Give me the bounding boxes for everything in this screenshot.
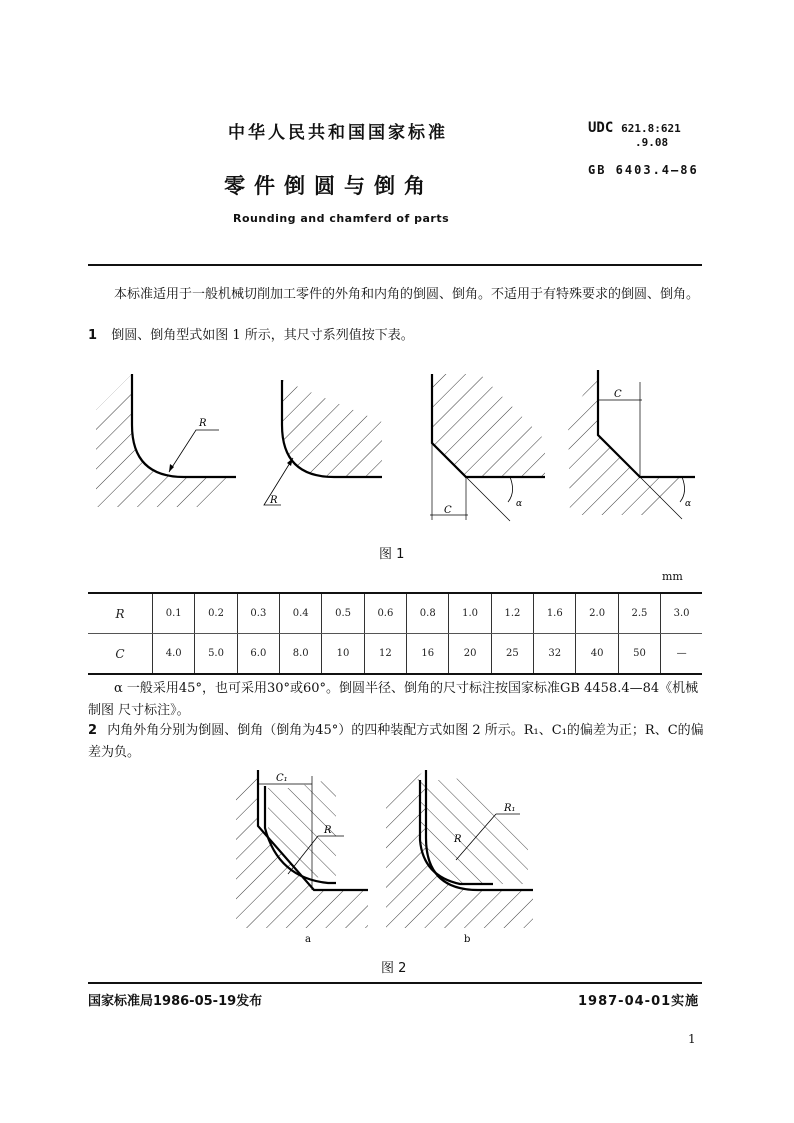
table-cell: 8.0 <box>280 634 322 675</box>
table-row-label: R <box>88 593 153 634</box>
table-cell: 0.1 <box>153 593 195 634</box>
table-cell: 40 <box>576 634 618 675</box>
table-cell: 6.0 <box>237 634 279 675</box>
table-cell: 0.2 <box>195 593 237 634</box>
table-cell: 10 <box>322 634 364 675</box>
header-rule <box>88 264 702 266</box>
table-cell: 1.6 <box>534 593 576 634</box>
table-cell: 0.5 <box>322 593 364 634</box>
fig2-panel-b <box>386 770 533 928</box>
effective-date: 1987-04-01实施 <box>578 994 700 1009</box>
figure-1-right <box>420 360 710 535</box>
table-cell: 0.6 <box>364 593 406 634</box>
table-cell: 20 <box>449 634 491 675</box>
page-number: 1 <box>688 1032 696 1046</box>
table-cell: 2.0 <box>576 593 618 634</box>
footer-rule <box>88 982 702 984</box>
title-en: Rounding and chamferd of parts <box>233 212 450 225</box>
fig2-label-r-b: R <box>454 834 462 845</box>
table-cell: 1.0 <box>449 593 491 634</box>
table-cell: 0.8 <box>407 593 449 634</box>
figure-2 <box>228 768 568 943</box>
table-cell: 0.4 <box>280 593 322 634</box>
dimension-table <box>88 592 702 675</box>
section-1 <box>88 325 414 347</box>
gb-code: GB 6403.4—86 <box>588 163 699 177</box>
fig2-sub-a: a <box>305 934 311 943</box>
udc-line1: 621.8:621 <box>621 122 681 135</box>
fig1-panel-outer-chamfer <box>568 370 695 519</box>
fig2-label-r1: R₁ <box>504 803 516 814</box>
table-cell: 5.0 <box>195 634 237 675</box>
section-1-number: 1 <box>88 328 98 343</box>
fig1-label-alpha2: α <box>685 499 692 509</box>
table-row-r <box>88 593 702 634</box>
table-cell: 2.5 <box>618 593 660 634</box>
fig1-label-r2: R <box>270 495 278 506</box>
title-cn: 零件倒圆与倒角 <box>224 174 434 198</box>
fig1-panel-inner-round <box>264 380 382 506</box>
table-cell: 0.3 <box>237 593 279 634</box>
standard-org: 中华人民共和国国家标准 <box>228 123 448 143</box>
fig1-panel-outer-round <box>96 374 236 507</box>
section-2-text: 内角外角分别为倒圆、倒角（倒角为45°）的四种装配方式如图 2 所示。R₁、C₁的偏差为正；R、C的偏差为负。 <box>88 723 704 760</box>
fig1-label-c1: C <box>444 505 452 516</box>
section-1-text: 倒圆、倒角型式如图 1 所示，其尺寸系列值按下表。 <box>111 328 414 343</box>
udc-block <box>588 120 681 149</box>
table-cell: 16 <box>407 634 449 675</box>
udc-prefix: UDC <box>588 120 614 136</box>
table-cell: 25 <box>491 634 533 675</box>
fig2-sub-b: b <box>464 934 471 943</box>
table-cell: 4.0 <box>153 634 195 675</box>
section-2-number: 2 <box>88 723 98 738</box>
fig1-panel-inner-chamfer <box>430 374 545 521</box>
table-row-label: C <box>88 634 153 675</box>
udc-line2: .9.08 <box>635 136 669 149</box>
intro-paragraph: 本标准适用于一般机械切削加工零件的外角和内角的倒圆、倒角。不适用于有特殊要求的倒圆、倒角。 <box>114 287 700 302</box>
table-cell: 50 <box>618 634 660 675</box>
fig2-label-r-a: R <box>324 825 332 836</box>
fig1-label-r1: R <box>199 418 207 429</box>
table-unit: mm <box>662 570 683 583</box>
table-cell: 12 <box>364 634 406 675</box>
table-cell: 1.2 <box>491 593 533 634</box>
fig1-label-alpha1: α <box>516 499 523 509</box>
table-row-c <box>88 634 702 675</box>
table-cell: 3.0 <box>661 593 702 634</box>
table-cell: 32 <box>534 634 576 675</box>
issued-date: 国家标准局1986-05-19发布 <box>88 994 263 1009</box>
fig2-label-c1: C₁ <box>276 773 288 784</box>
table-cell: — <box>661 634 702 675</box>
figure-2-caption: 图 2 <box>381 961 407 976</box>
figure-1-caption: 图 1 <box>379 547 405 562</box>
fig1-label-c2: C <box>614 389 622 400</box>
fig2-panel-a <box>236 770 368 928</box>
section-2 <box>88 720 704 764</box>
alpha-note: α 一般采用45°，也可采用30°或60°。倒圆半径、倒角的尺寸标注按国家标准GB 4458.4—84《机械制图 尺寸标注》。 <box>88 681 699 718</box>
